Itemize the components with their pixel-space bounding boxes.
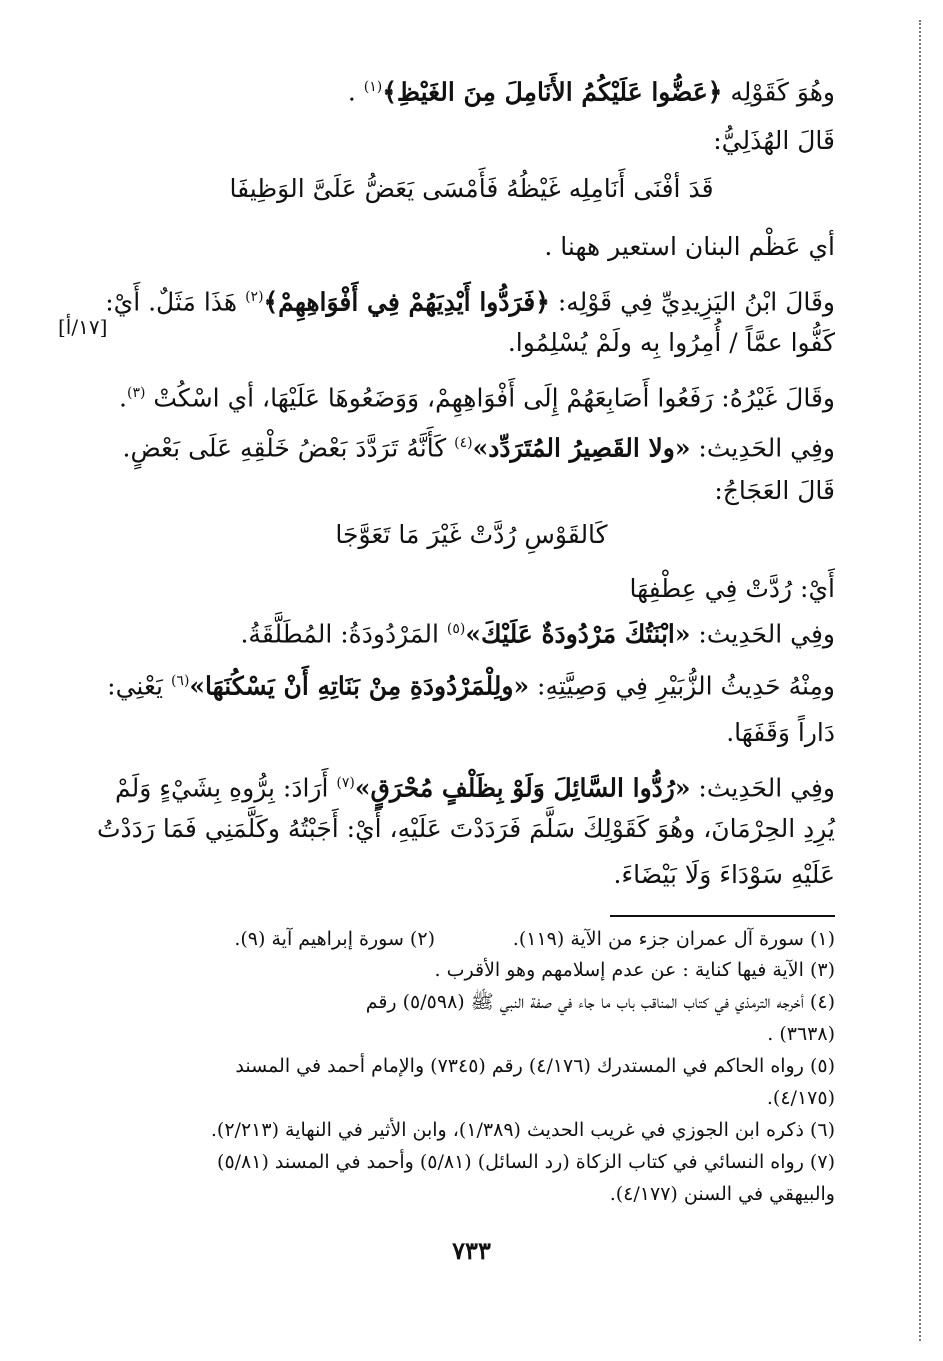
- body-line-6: كَفُّوا عمَّاً / أُمِرُوا بِه ولَمْ يُسْلِمُوا.: [507, 328, 835, 357]
- poetry-verse: قَدَ أفْنَى أَنَامِلِه غَيْظُهُ فَأَمْسَى يَعَضُّ عَلَىَّ الوَظِيفَا: [229, 174, 714, 203]
- footnote-3: (٣) الآية فيها كناية : عن عدم إسلامهم وهو الأقرب .: [434, 959, 835, 981]
- body-line-4: أي عَظْم البنان استعير ههنا .: [544, 232, 835, 261]
- footnote-ref: (٢): [245, 289, 264, 305]
- quran-quote: ﴿عَضُّوا عَلَيْكُمُ الأَنَامِلَ مِنَ الغَيْظِ﴾: [382, 77, 723, 107]
- text-run: ومِنْهُ حَدِيثُ الزُّبَيْرِ فِي وَصِيَّتِهِ:: [529, 671, 835, 701]
- footnote-7-cont: والبيهقي في السنن (٤/١٧٧).: [609, 1183, 835, 1205]
- body-line-1: [348, 70, 835, 109]
- footnote-ref: (٥): [446, 621, 466, 637]
- body-line-15: [115, 766, 835, 805]
- body-line-14: دَاراً وَقَفَهَا.: [726, 718, 835, 747]
- text-run: وفِي الحَدِيث:: [690, 773, 835, 803]
- body-line-12: [240, 612, 835, 651]
- footnote-4-cont: (٣٦٣٨) .: [767, 1023, 835, 1045]
- body-line-7: [119, 376, 835, 415]
- body-line-8: [123, 426, 835, 465]
- text-run: هَذَا مَثَلٌ. أَيْ:: [105, 287, 246, 317]
- hadith-quote: «رُدُّوا السَّائِلَ وَلَوْ بِظَلْفٍ مُحْرَقٍ»: [354, 773, 691, 803]
- footnote-ref: (١): [363, 79, 383, 95]
- text-run: وفِي الحَدِيث:: [690, 433, 835, 463]
- text-run: كَأَنَّهُ تَرَدَّدَ بَعْضُ خَلْقِهِ عَلَى بَعْضٍ.: [122, 433, 455, 463]
- text-run: .: [347, 77, 364, 107]
- text-run: وقَالَ غَيْرُهُ: رَفَعُوا أَصَابِعَهُمْ إِلَى أَفْوَاهِهِمْ، وَوَضَعُوهَا عَلَيْهَا، أي اسْكُتْ: [145, 383, 835, 413]
- text-run: وفِي الحَدِيث:: [690, 619, 835, 649]
- footnote-separator: [610, 915, 835, 917]
- quran-quote: ﴿فَرَدُّوا أَيْدِيَهُمْ فِي أَفْوَاهِهِمْ﴾: [263, 287, 550, 317]
- footnote-ref: (٧): [336, 775, 355, 791]
- hadith-quote: «ابْنَتُكَ مَرْدُودَةٌ عَلَيْكَ»: [465, 619, 691, 649]
- poet-attribution: قَالَ الهُذَلِيُّ:: [713, 126, 835, 155]
- footnote-ref: (٣): [126, 385, 146, 401]
- body-line-17: عَلَيْهِ سَوْدَاءَ وَلَا بَيْضَاءَ.: [613, 860, 835, 889]
- footnote-ref: (٤): [454, 435, 473, 451]
- footnote-6: (٦) ذكره ابن الجوزي في غريب الحديث (١/٣٨٩)، وابن الأثير في النهاية (٢/٢١٣).: [210, 1119, 835, 1141]
- footnote-2: (٢) سورة إبراهيم آية (٩).: [234, 928, 435, 950]
- poet-attribution: قَالَ العَجَاجُ:: [714, 476, 835, 505]
- footnote-5-cont: (٤/١٧٥).: [766, 1087, 835, 1109]
- hadith-quote: «ولا القَصِيرُ المُتَرَدِّد»: [472, 433, 691, 463]
- page-number: ٧٣٣: [452, 1236, 491, 1265]
- hadith-quote: «ولِلْمَرْدُودَةِ مِنْ بَنَاتِهِ أَنْ يَسْكُنَهَا»: [189, 671, 530, 701]
- footnote-7: (٧) رواه النسائي في كتاب الزكاة (رد السائل) (٥/٨١) وأحمد في المسند (٥/٨١): [217, 1151, 835, 1173]
- text-run: أَرَادَ: بِرُّوهِ بِشَيْءٍ وَلَمْ: [114, 773, 337, 803]
- text-run: وهُوَ كَقَوْلِه: [722, 77, 835, 107]
- margin-dotted-line: [919, 20, 921, 1341]
- text-run: .: [119, 383, 127, 413]
- footnote-4: (٤) أخرجه الترمذي في كتاب المناقب باب ما جاء في صفة النبي ﷺ (٥/٥٩٨) رقم: [365, 991, 835, 1013]
- poetry-verse: كَالقَوْسِ رُدَّتْ غَيْرَ مَا تَعَوَّجَا: [335, 520, 608, 549]
- footnote-5: (٥) رواه الحاكم في المستدرك (٤/١٧٦) رقم (٧٣٤٥) والإمام أحمد في المسند: [235, 1055, 835, 1077]
- body-line-13: [107, 664, 835, 703]
- manuscript-folio-marker: [١٧/أ]: [58, 315, 108, 339]
- text-run: يَعْنِي:: [107, 671, 171, 701]
- body-line-5: [105, 280, 835, 319]
- text-run: المَرْدُودَةُ: المُطَلَّقَةُ.: [240, 619, 447, 649]
- body-line-11: أَيْ: رُدَّتْ فِي عِطْفِهَا: [629, 574, 835, 603]
- footnote-ref: (٦): [170, 673, 190, 689]
- body-line-16: يُرِدِ الحِرْمَانَ، وهُوَ كَقَوْلِكَ سَلَّمَ فَرَدَدْتَ عَلَيْهِ، أَيْ: أَجَبْتُهُ وكَلَّمَنِي فَمَا رَدَدْتُ: [97, 814, 835, 843]
- footnote-1: (١) سورة آل عمران جزء من الآية (١١٩).: [512, 928, 835, 950]
- text-run: وقَالَ ابْنُ اليَزِيدِيِّ فِي قَوْلِه:: [549, 287, 835, 317]
